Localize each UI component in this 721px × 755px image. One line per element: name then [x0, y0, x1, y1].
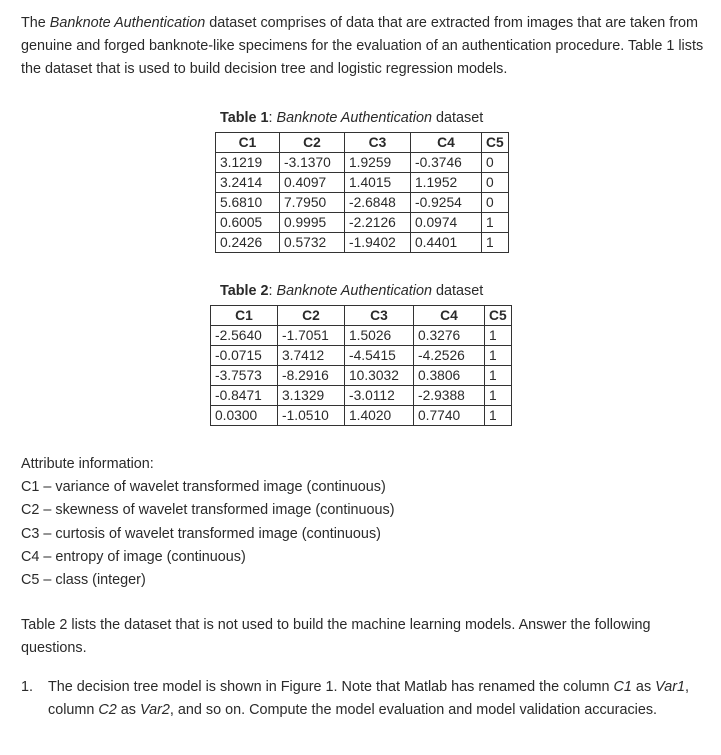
table1-header-cell: C2 [280, 133, 345, 153]
table-cell: -2.5640 [211, 326, 278, 346]
table1-header-row [216, 133, 509, 153]
table-cell: -3.0112 [345, 386, 414, 406]
question-text-part: as [116, 702, 140, 718]
table-cell: 1 [482, 233, 509, 253]
table1-header-cell: C1 [216, 133, 280, 153]
table-cell: -0.9254 [411, 193, 482, 213]
table-cell: 0.4097 [280, 173, 345, 193]
table2-caption-sep: : [268, 283, 277, 299]
table-row [216, 173, 509, 193]
attribute-item: C3 – curtosis of wavelet transformed image (continuous) [21, 525, 381, 542]
attribute-item: C1 – variance of wavelet transformed image (continuous) [21, 479, 386, 496]
table2-caption-label: Table 2 [220, 283, 269, 299]
table2-header-cell: C4 [414, 306, 485, 326]
table-cell: 0.0974 [411, 213, 482, 233]
table-cell: -2.6848 [345, 193, 411, 213]
table2 [210, 305, 512, 426]
table-cell: -1.9402 [345, 233, 411, 253]
question-1 [21, 676, 711, 722]
table2-caption-rest: dataset [432, 283, 484, 299]
question-term-c1: C1 [613, 679, 632, 695]
question-term-var2: Var2 [140, 702, 170, 718]
table-cell: 1 [485, 366, 512, 386]
table-cell: 1 [485, 326, 512, 346]
question-text-part: as [631, 679, 656, 695]
table-cell: 1 [485, 386, 512, 406]
table2-header-cell: C1 [211, 306, 278, 326]
attribute-item: C5 – class (integer) [21, 572, 146, 589]
table-cell: -0.8471 [211, 386, 278, 406]
table-row [216, 233, 509, 253]
table-row [211, 326, 512, 346]
table2-header-row [211, 306, 512, 326]
question-term-var1: Var1 [655, 679, 686, 695]
question-text-part: , column [48, 679, 690, 718]
intro-text-pre: The [21, 15, 50, 31]
table-cell: -1.7051 [278, 326, 345, 346]
table-cell: 1.4015 [345, 173, 411, 193]
table-cell: -0.0715 [211, 346, 278, 366]
table-cell: 0 [482, 153, 509, 173]
table-cell: 0.7740 [414, 406, 485, 426]
table1-caption-sep: : [268, 110, 277, 126]
table2-header-cell: C3 [345, 306, 414, 326]
table-cell: 0.4401 [411, 233, 482, 253]
table1-caption-rest: dataset [432, 110, 484, 126]
attribute-item: C2 – skewness of wavelet transformed image (continuous) [21, 502, 395, 519]
table-cell: 0.3276 [414, 326, 485, 346]
table1-header-cell: C5 [482, 133, 509, 153]
table-cell: 1.1952 [411, 173, 482, 193]
table-cell: 1 [485, 346, 512, 366]
table-cell: -4.5415 [345, 346, 414, 366]
table-row [211, 406, 512, 426]
table-row [211, 386, 512, 406]
table-row [216, 213, 509, 233]
table-cell: 0.6005 [216, 213, 280, 233]
table-cell: 1.4020 [345, 406, 414, 426]
table-cell: 7.7950 [280, 193, 345, 213]
intro-paragraph [21, 12, 711, 81]
table-cell: 1 [485, 406, 512, 426]
table1-caption [220, 109, 483, 127]
table1-header-cell: C4 [411, 133, 482, 153]
table-cell: -2.9388 [414, 386, 485, 406]
table-cell: 10.3032 [345, 366, 414, 386]
attribute-information [21, 453, 395, 592]
table2-header-cell: C5 [485, 306, 512, 326]
attribute-heading: Attribute information: [21, 456, 154, 472]
table-cell: -1.0510 [278, 406, 345, 426]
table-cell: 0.5732 [280, 233, 345, 253]
question-number: 1. [21, 679, 34, 695]
table1-caption-italic: Banknote Authentication [276, 110, 433, 126]
table-cell: 0.9995 [280, 213, 345, 233]
table-cell: -0.3746 [411, 153, 482, 173]
table-cell: 5.6810 [216, 193, 280, 213]
question-text-part: The decision tree model is shown in Figure 1. Note that Matlab has renamed the column [48, 679, 614, 695]
question-text-part: , and so on. Compute the model evaluation and model validation accuracies. [169, 702, 658, 718]
table-row [211, 346, 512, 366]
table-cell: -3.7573 [211, 366, 278, 386]
table-row [216, 193, 509, 213]
question-term-c2: C2 [98, 702, 117, 718]
intro-dataset-name: Banknote Authentication [49, 15, 206, 31]
question-text [48, 676, 711, 722]
table1 [215, 132, 509, 253]
table-cell: -8.2916 [278, 366, 345, 386]
table-cell: 0 [482, 173, 509, 193]
table-cell: 0.0300 [211, 406, 278, 426]
table-row [211, 366, 512, 386]
table-cell: 0.3806 [414, 366, 485, 386]
intro-text-post: dataset comprises of data that are extracted from images that are taken from genuine and forged banknote-like specimens for the evaluation of an authentication procedure. Table 1 lists the dataset that is used to build decision tree and logistic regression models. [21, 15, 704, 77]
table-cell: 3.7412 [278, 346, 345, 366]
table-cell: 0 [482, 193, 509, 213]
table-row [216, 153, 509, 173]
table-cell: -3.1370 [280, 153, 345, 173]
table2-caption [220, 282, 483, 300]
table-cell: 3.1219 [216, 153, 280, 173]
table-cell: 3.1329 [278, 386, 345, 406]
table2-description-paragraph: Table 2 lists the dataset that is not used to build the machine learning models. Answer the following questions. [21, 617, 651, 656]
table-cell: 3.2414 [216, 173, 280, 193]
table2-header-cell: C2 [278, 306, 345, 326]
table-cell: -2.2126 [345, 213, 411, 233]
table-cell: 0.2426 [216, 233, 280, 253]
table-cell: -4.2526 [414, 346, 485, 366]
table-cell: 1.9259 [345, 153, 411, 173]
table2-caption-italic: Banknote Authentication [276, 283, 433, 299]
table-cell: 1.5026 [345, 326, 414, 346]
table-cell: 1 [482, 213, 509, 233]
table1-header-cell: C3 [345, 133, 411, 153]
table1-caption-label: Table 1 [220, 110, 269, 126]
attribute-item: C4 – entropy of image (continuous) [21, 548, 246, 565]
